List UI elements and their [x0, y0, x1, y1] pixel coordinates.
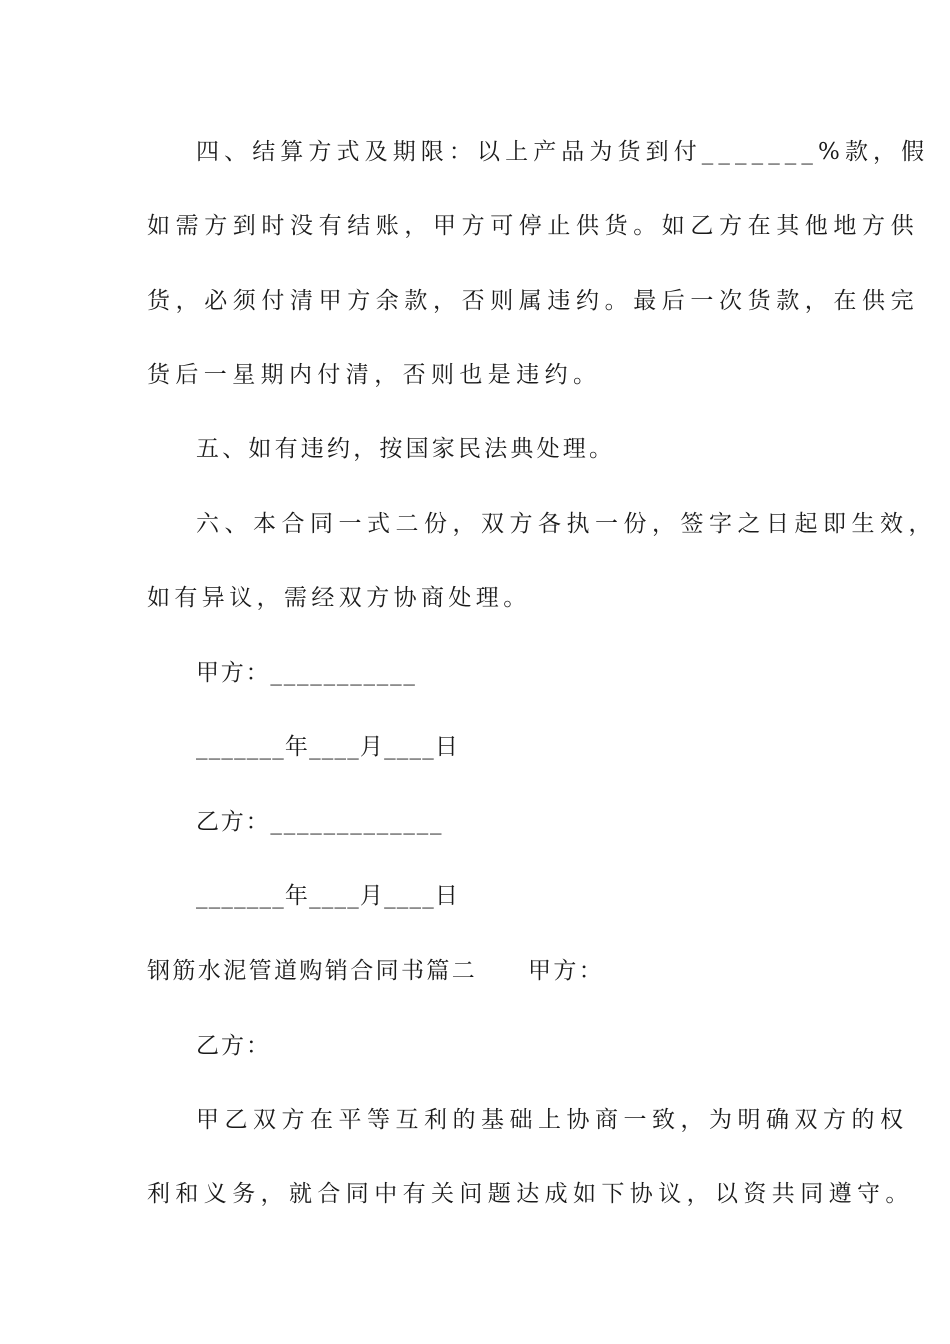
party-b-date-field: _______年____月____日	[196, 883, 460, 909]
party-a-date-field: _______年____月____日	[196, 734, 460, 760]
clause-4-line-2: 如需方到时没有结账，甲方可停止供货。如乙方在其他地方供	[147, 213, 920, 239]
clause-4-line-3: 货，必须付清甲方余款，否则属违约。最后一次货款，在供完	[147, 288, 920, 314]
party-b-label: 乙方：	[196, 1033, 271, 1059]
preamble-line-1: 甲乙双方在平等互利的基础上协商一致，为明确双方的权	[196, 1107, 909, 1133]
clause-5: 五、如有违约，按国家民法典处理。	[196, 436, 616, 462]
clause-6-line-1: 六、本合同一式二份，双方各执一份，签字之日起即生效，	[196, 511, 937, 537]
party-b-signature-field: 乙方：_____________	[196, 809, 444, 835]
preamble-line-2: 利和义务，就合同中有关问题达成如下协议，以资共同遵守。	[147, 1181, 914, 1207]
clause-4-line-1: 四、结算方式及期限：以上产品为货到付_______%款，假	[196, 139, 930, 165]
clause-6-line-2: 如有异议，需经双方协商处理。	[147, 585, 531, 611]
clause-4-line-4: 货后一星期内付清，否则也是违约。	[147, 362, 602, 388]
party-a-signature-field: 甲方：___________	[196, 660, 417, 686]
section-two-heading: 钢筋水泥管道购销合同书篇二 甲方：	[147, 958, 605, 984]
